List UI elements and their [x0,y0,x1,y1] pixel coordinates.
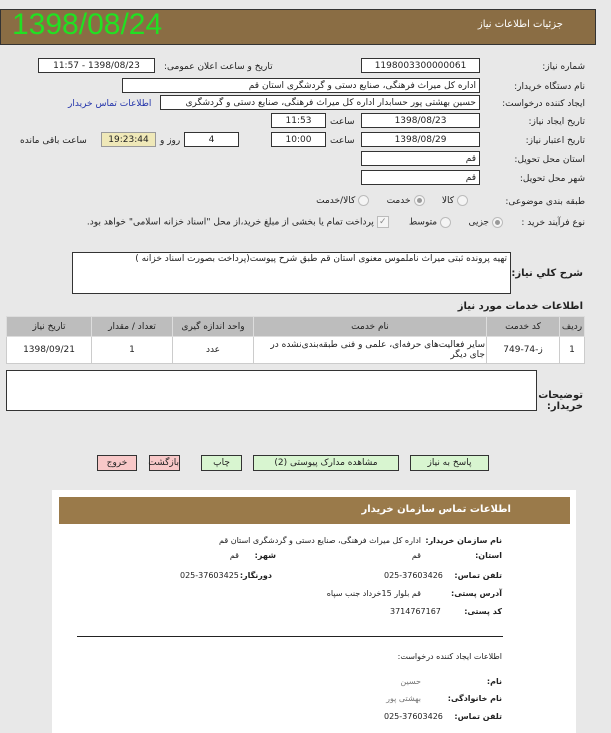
creator-label: ایجاد کننده درخواست: [502,99,585,109]
radio-goods[interactable] [457,195,468,206]
process-label: نوع فرآیند خرید : [521,218,585,228]
need-number-field[interactable]: 1198003300000061 [361,58,480,73]
table-header [7,317,585,337]
fax-value: 025-37603425 [180,571,239,580]
attachments-button[interactable]: مشاهده مدارک پیوستی (2) [253,455,399,471]
province-field[interactable]: قم [361,151,480,166]
time-label: ساعت [330,117,355,127]
radio-goods-label: کالا [441,196,454,206]
days-label: روز و [160,136,181,146]
buyer-field[interactable]: اداره کل میراث فرهنگی، صنایع دستی و گردشگری استان قم [122,78,480,93]
divider [77,636,503,637]
cell-date: 1398/09/21 [7,337,92,364]
time-label: ساعت [330,136,355,146]
address-value: قم بلوار 15خرداد جنب سپاه [326,589,421,598]
remaining-label: ساعت باقی مانده [20,136,87,146]
cell-code: ز-74-749 [487,337,560,364]
name-value: حسین [400,677,421,686]
valid-time-field[interactable]: 10:00 [271,132,326,147]
city-field[interactable]: قم [361,170,480,185]
phone-value: 025-37603426 [384,571,443,580]
family-value: بهشتی پور [386,694,421,703]
phone-label: تلفن تماس: [454,571,502,580]
org-value: اداره کل میراث فرهنگی، صنایع دستی و گردشگری استان قم [219,536,421,545]
org-label: نام سازمان خریدار: [425,536,502,545]
province-label: استان: [475,551,502,560]
col-unit: واحد اندازه گیری [173,317,254,337]
valid-date-field[interactable]: 1398/08/29 [361,132,480,147]
need-number-label: شماره نیاز: [542,62,585,72]
buyer-contact-link[interactable]: اطلاعات تماس خریدار [68,99,152,109]
province-label: استان محل تحویل: [514,155,585,165]
radio-service[interactable] [414,195,425,206]
fax-label: دورنگار: [239,571,272,580]
cell-unit: عدد [173,337,254,364]
cell-qty: 1 [92,337,173,364]
province-value: قم [411,551,421,560]
services-table [6,316,585,364]
days-field[interactable]: 4 [184,132,239,147]
category-label: طبقه بندی موضوعی: [505,197,585,207]
process-radio-group [87,216,506,228]
postal-value: 3714767167 [390,607,441,616]
name-label: نام: [486,677,502,686]
radio-goods-service[interactable] [358,195,369,206]
cell-name: سایر فعالیت‌های حرفه‌ای، علمی و فنی طبقه‌بندی‌نشده در جای دیگر [254,337,487,364]
description-label: شرح کلي نياز: [511,268,583,279]
col-date: تاریخ نیاز [7,317,92,337]
col-row: ردیف [560,317,585,337]
remaining-time: 19:23:44 [101,132,156,147]
description-field[interactable]: تهیه پرونده ثبتی میراث ناملموس معنوی استان قم طبق شرح پیوست(پرداخت بصورت اسناد خزانه ) [72,252,511,294]
radio-medium-label: متوسط [408,217,438,228]
exit-button[interactable]: خروج [97,455,137,471]
radio-service-label: خدمت [386,196,411,206]
buyer-notes-field[interactable] [6,370,537,411]
valid-label: تاریخ اعتبار نیاز: [525,136,585,146]
page-title: جزئیات اطلاعات نیاز [477,19,563,30]
postal-label: کد پستی: [464,607,502,616]
services-title: اطلاعات خدمات مورد نیاز [457,301,583,312]
creator-info-title: اطلاعات ایجاد کننده درخواست: [397,652,502,661]
created-date-field[interactable]: 1398/08/23 [361,113,480,128]
created-time-field[interactable]: 11:53 [271,113,326,128]
back-button[interactable]: بازگشت [149,455,180,471]
created-label: تاریخ ایجاد نیاز: [528,117,585,127]
reply-button[interactable]: پاسخ به نیاز [410,455,489,471]
cell-row: 1 [560,337,585,364]
radio-minor[interactable] [492,217,503,228]
radio-medium[interactable] [440,217,451,228]
contact-title: اطلاعات تماس سازمان خریدار [361,504,511,515]
radio-minor-label: جزیی [468,217,489,228]
print-button[interactable]: چاپ [201,455,242,471]
col-code: کد خدمت [487,317,560,337]
col-name: نام خدمت [254,317,487,337]
col-qty: تعداد / مقدار [92,317,173,337]
address-label: آدرس پستی: [451,589,502,598]
payment-note: پرداخت تمام یا بخشی از مبلغ خرید،از محل "اسناد خزانه اسلامی" خواهد بود. [86,217,374,228]
table-row [7,337,585,364]
category-radio-group [316,195,471,206]
announce-field[interactable]: 1398/08/23 - 11:57 [38,58,155,73]
city-label: شهر محل تحویل: [519,174,585,184]
radio-goods-service-label: کالا/خدمت [316,196,356,206]
notes-label: توضیحات خریدار: [538,390,583,412]
announce-label: تاریخ و ساعت اعلان عمومی: [164,62,273,72]
buyer-label: نام دستگاه خریدار: [514,82,585,92]
family-label: نام خانوادگی: [447,694,502,703]
creator-phone-label: تلفن تماس: [454,712,502,721]
city-value: قم [229,551,239,560]
treasury-checkbox[interactable]: ✓ [377,216,389,228]
date-stamp: 1398/08/24 [12,8,163,41]
creator-phone-value: 025-37603426 [384,712,443,721]
city-label: شهر: [254,551,276,560]
creator-field[interactable]: حسین بهشتی پور حسابدار اداره کل میراث فرهنگی، صنایع دستی و گردشگری [160,95,480,110]
